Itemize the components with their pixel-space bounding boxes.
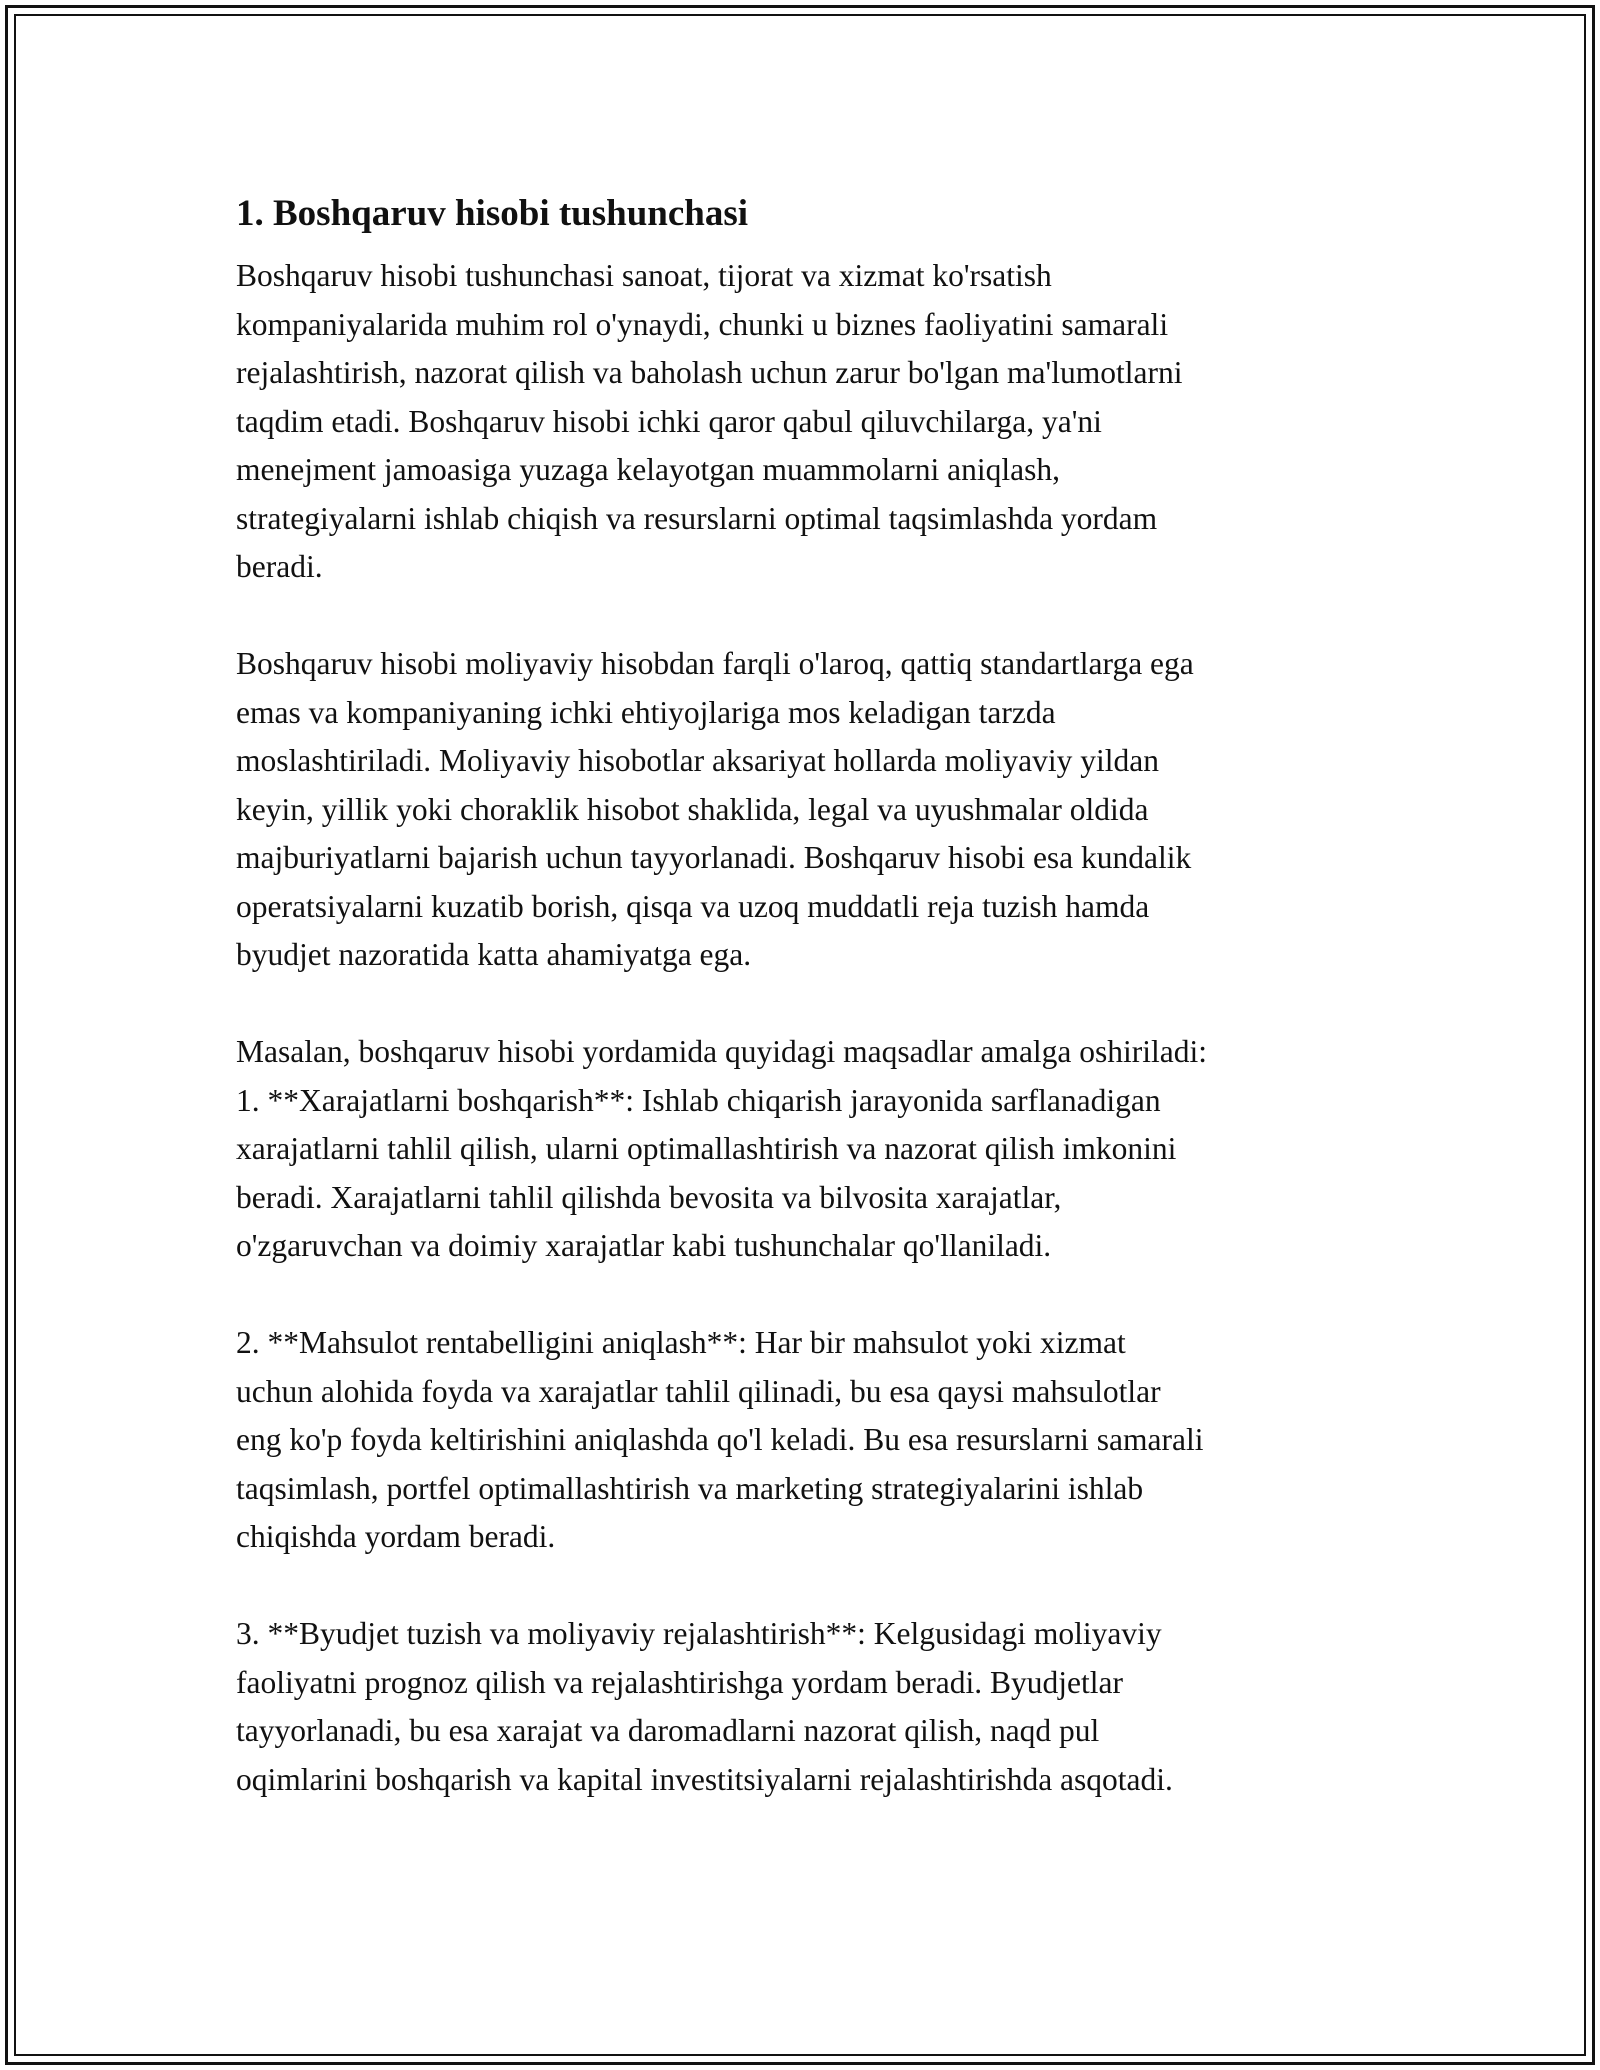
document-content: [236, 188, 1386, 1804]
document-body: Boshqaruv hisobi tushunchasi sanoat, tijorat va xizmat ko'rsatish kompaniyalarida muhim rol o'ynaydi, chunki u biznes faoliyatini samarali rejalashtirish, nazorat qilish va baholash uchun zarur bo'lgan ma'lumotlarni taqdim etadi. Boshqaruv hisobi ichki qaror qabul qiluvchilarga, ya'ni menejment jamoasiga yuzaga kelayotgan muammolarni aniqlash, strategiyalarni ishlab chiqish va resurslarni optimal taqsimlashda yordam beradi. Boshqaruv hisobi moliyaviy hisobdan farqli o'laroq, qattiq standartlarga ega emas va kompaniyaning ichki ehtiyojlariga mos keladigan tarzda moslashtiriladi. Moliyaviy hisobotlar aksariyat hollarda moliyaviy yildan keyin, yillik yoki choraklik hisobot shaklida, legal va uyushmalar oldida majburiyatlarni bajarish uchun tayyorlanadi. Boshqaruv hisobi esa kundalik operatsiyalarni kuzatib borish, qisqa va uzoq muddatli reja tuzish hamda byudjet nazoratida katta ahamiyatga ega. Masalan, boshqaruv hisobi yordamida quyidagi maqsadlar amalga oshiriladi: 1. **Xarajatlarni boshqarish**: Ishlab chiqarish jarayonida sarflanadigan xarajatlarni tahlil qilish, ularni optimallashtirish va nazorat qilish imkonini beradi. Xarajatlarni tahlil qilishda bevosita va bilvosita xarajatlar, o'zgaruvchan va doimiy xarajatlar kabi tushunchalar qo'llaniladi. 2. **Mahsulot rentabelligini aniqlash**: Har bir mahsulot yoki xizmat uchun alohida foyda va xarajatlar tahlil qilinadi, bu esa qaysi mahsulotlar eng ko'p foyda keltirishini aniqlashda qo'l keladi. Bu esa resurslarni samarali taqsimlash, portfel optimallashtirish va marketing strategiyalarini ishlab chiqishda yordam beradi. 3. **Byudjet tuzish va moliyaviy rejalashtirish**: Kelgusidagi moliyaviy faoliyatni prognoz qilish va rejalashtirishga yordam beradi. Byudjetlar tayyorlanadi, bu esa xarajat va daromadlarni nazorat qilish, naqd pul oqimlarini boshqarish va kapital investitsiyalarni rejalashtirishda asqotadi.: [236, 258, 1208, 1797]
document-title: 1. Boshqaruv hisobi tushunchasi: [236, 193, 749, 234]
